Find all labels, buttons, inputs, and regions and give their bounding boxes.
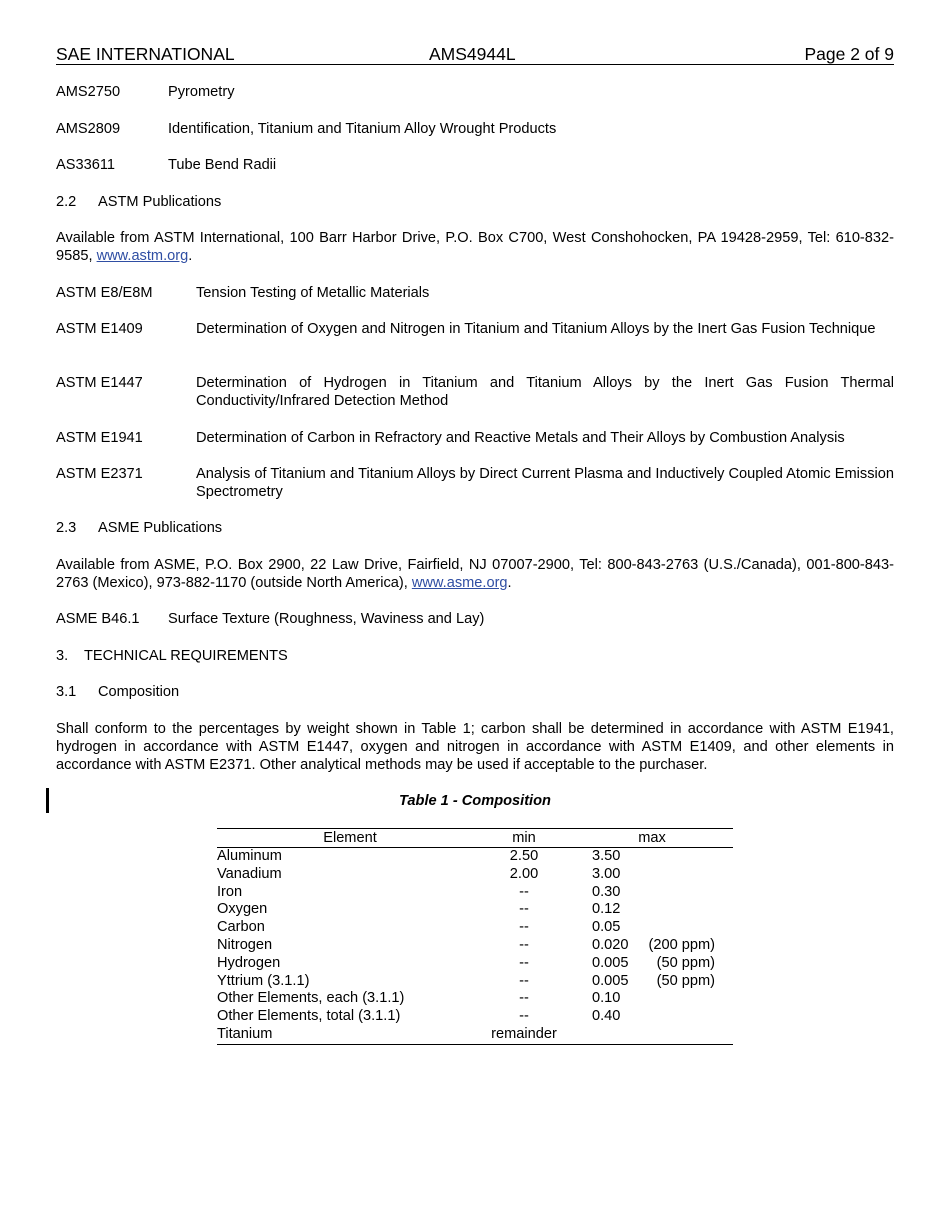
cell-element: Other Elements, each (3.1.1)	[217, 990, 405, 1007]
cell-element: Aluminum	[217, 848, 282, 864]
ref-code-b46: ASME B46.1	[56, 611, 140, 627]
cell-max: 3.00	[592, 865, 621, 882]
cell-element: Nitrogen	[217, 936, 273, 953]
section-heading-3	[56, 647, 288, 665]
cell-max: 0.40	[592, 1008, 621, 1025]
cell-min: 2.50	[509, 848, 539, 864]
table-row	[217, 919, 733, 937]
table-row	[217, 955, 733, 973]
ref-title-e2371: Analysis of Titanium and Titanium Alloys by Direct Current Plasma and Inductively Coupled Atomic Emission Spectrometry	[196, 466, 894, 500]
table-row	[217, 937, 733, 955]
astm-suffix: .	[188, 248, 193, 264]
astm-availability-text: Available from ASTM International, 100 Barr Harbor Drive, P.O. Box C700, West Conshohocken, PA 19428-2959, Tel: 610-832-9585,	[56, 230, 894, 264]
cell-min: --	[519, 954, 529, 971]
section-title: ASTM Publications	[98, 194, 222, 210]
header-page-number: Page 2 of 9	[804, 44, 894, 64]
astm-availability	[56, 229, 894, 265]
cell-min: --	[519, 1008, 529, 1025]
cell-element: Iron	[217, 883, 243, 900]
section-number: 3.	[56, 648, 69, 664]
section-title: TECHNICAL REQUIREMENTS	[84, 648, 288, 664]
ref-title-ams2809: Identification, Titanium and Titanium Alloy Wrought Products	[168, 121, 557, 137]
cell-min: --	[519, 883, 529, 900]
cell-min: --	[519, 901, 529, 918]
ref-title-e8: Tension Testing of Metallic Materials	[196, 285, 430, 301]
header-element: Element	[323, 830, 377, 846]
cell-min: --	[519, 919, 529, 936]
ref-code-ams2750: AMS2750	[56, 84, 121, 100]
cell-max: 0.05	[592, 919, 621, 936]
section-number: 2.2	[56, 194, 77, 210]
section-number: 3.1	[56, 684, 77, 700]
section-title: Composition	[98, 684, 180, 700]
composition-paragraph: Shall conform to the percentages by weight shown in Table 1; carbon shall be determined in accordance with ASTM E1941, hydrogen in accordance with ASTM E1447, oxygen and nitrogen in accordance with ASTM E1409, and other elements in accordance with ASTM E2371. Other analytical methods may be used if acceptable to the purchaser.	[56, 721, 894, 773]
page-header	[56, 44, 894, 65]
section-title: ASME Publications	[98, 520, 223, 536]
asme-availability-text: Available from ASME, P.O. Box 2900, 22 Law Drive, Fairfield, NJ 07007-2900, Tel: 800-843-2763 (U.S./Canada), 001-800-843-2763 (Mexico), 973-882-1170 (outside North America),	[56, 557, 894, 591]
ref-title-ams2750: Pyrometry	[168, 84, 235, 100]
cell-max: 0.005	[592, 972, 629, 989]
ref-code-e1941: ASTM E1941	[56, 430, 143, 446]
cell-min: --	[519, 936, 529, 953]
ref-title-b46: Surface Texture (Roughness, Waviness and Lay)	[168, 611, 485, 627]
ref-title-e1409: Determination of Oxygen and Nitrogen in Titanium and Titanium Alloys by the Inert Gas Fusion Technique	[196, 321, 876, 337]
ref-title-as33611: Tube Bend Radii	[168, 157, 277, 173]
ref-title-e1447: Determination of Hydrogen in Titanium and Titanium Alloys by the Inert Gas Fusion Thermal Conductivity/Infrared Detection Method	[196, 375, 894, 409]
table-row	[217, 990, 733, 1008]
ref-title-e1941: Determination of Carbon in Refractory and Reactive Metals and Their Alloys by Combustion Analysis	[196, 430, 845, 446]
cell-element: Yttrium (3.1.1)	[217, 972, 310, 989]
ref-code-as33611: AS33611	[56, 157, 115, 173]
table-row	[217, 1026, 733, 1044]
table-row	[217, 973, 733, 991]
cell-max: 0.12	[592, 901, 621, 918]
ref-code-e2371: ASTM E2371	[56, 466, 143, 482]
cell-min: --	[519, 972, 529, 989]
cell-element: Titanium	[217, 1025, 273, 1042]
cell-max: 3.50	[592, 848, 621, 864]
cell-min: --	[519, 990, 529, 1007]
section-heading-2-3	[56, 519, 223, 537]
header-org: SAE INTERNATIONAL	[56, 44, 235, 64]
ref-code-ams2809: AMS2809	[56, 121, 121, 137]
table-row	[217, 848, 733, 866]
cell-min: 2.00	[509, 865, 539, 882]
asme-suffix: .	[507, 575, 512, 591]
cell-max: 0.10	[592, 990, 621, 1007]
table-caption: Table 1 - Composition	[399, 793, 551, 809]
asme-link[interactable]: www.asme.org	[411, 575, 508, 591]
section-heading-2-2	[56, 193, 222, 211]
cell-element: Other Elements, total (3.1.1)	[217, 1008, 401, 1025]
header-max: max	[638, 830, 666, 846]
table-header-row	[217, 829, 733, 848]
cell-element: Hydrogen	[217, 954, 281, 971]
asme-availability	[56, 556, 894, 592]
ref-code-e8: ASTM E8/E8M	[56, 285, 153, 301]
section-heading-3-1	[56, 683, 180, 701]
cell-element: Oxygen	[217, 901, 268, 918]
header-min: min	[512, 830, 536, 846]
cell-max: 0.30	[592, 883, 621, 900]
cell-element: Carbon	[217, 919, 265, 936]
cell-max: 0.020	[592, 936, 629, 953]
section-number: 2.3	[56, 520, 77, 536]
header-doc-number: AMS4944L	[429, 44, 516, 64]
table-row	[217, 901, 733, 919]
table-row	[217, 866, 733, 884]
astm-link[interactable]: www.astm.org	[96, 248, 189, 264]
cell-element: Vanadium	[217, 865, 282, 882]
table-row	[217, 1008, 733, 1026]
composition-table	[217, 828, 733, 1045]
cell-ppm: (50 ppm)	[656, 954, 715, 971]
cell-max: 0.005	[592, 954, 629, 971]
cell-ppm: (200 ppm)	[648, 936, 715, 953]
table-row	[217, 884, 733, 902]
cell-min: remainder	[491, 1025, 557, 1042]
ref-code-e1447: ASTM E1447	[56, 375, 143, 391]
cell-ppm: (50 ppm)	[656, 972, 715, 989]
ref-code-e1409: ASTM E1409	[56, 321, 143, 337]
